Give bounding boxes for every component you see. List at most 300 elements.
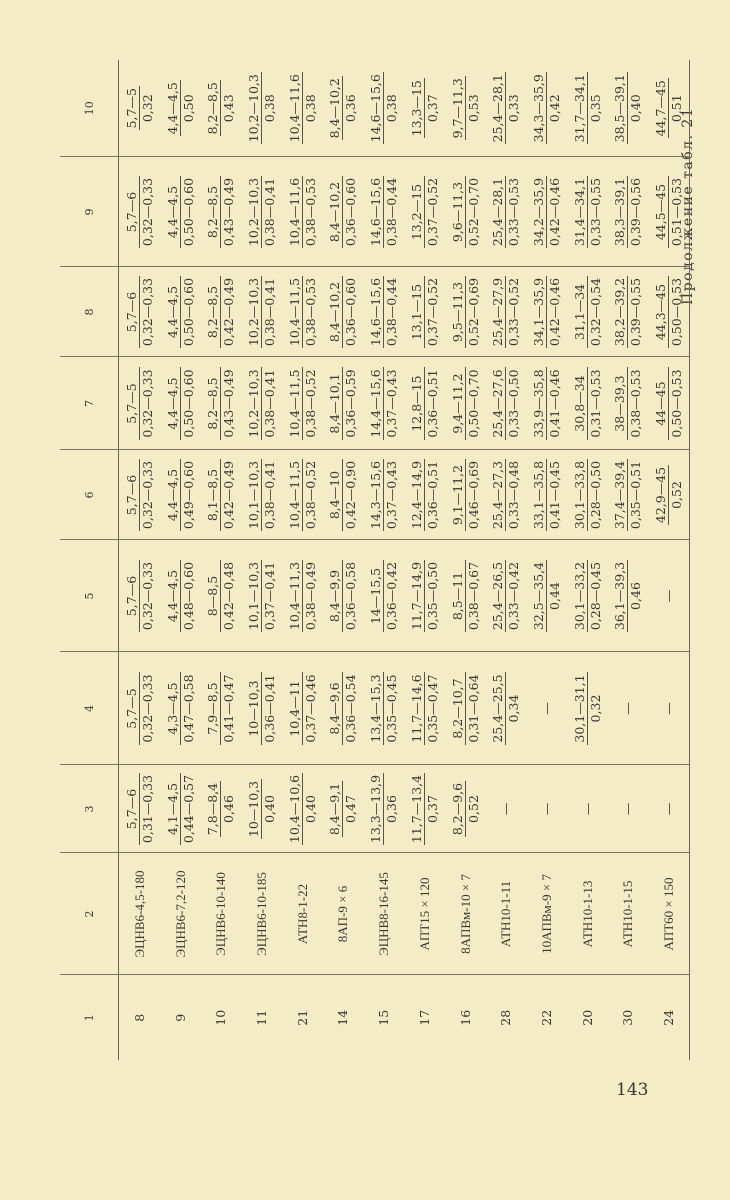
flow-range: 10,1—10,3	[246, 460, 262, 530]
flow-range: 9,1—11,2	[450, 459, 466, 531]
flow-range: 25,4—27,9	[490, 277, 506, 347]
value-cell	[282, 357, 323, 450]
value-cell	[241, 652, 282, 765]
value-cell	[648, 157, 689, 267]
value-fraction	[124, 773, 155, 845]
value-cell	[323, 357, 364, 450]
efficiency-range: 0,51—0,53	[669, 177, 685, 247]
value-cell	[282, 267, 323, 357]
efficiency-range: 0,31—0,64	[465, 674, 481, 743]
flow-range: 8,4—10,2	[327, 276, 343, 348]
value-fraction	[246, 276, 277, 348]
flow-range: 8,2—10,7	[450, 672, 466, 744]
flow-range: 25,4—25,5	[490, 674, 506, 743]
value-fraction	[490, 176, 521, 248]
flow-range: 11,7—14,9	[408, 561, 424, 631]
value-cell	[119, 540, 160, 652]
value-fraction	[327, 560, 358, 632]
value-cell	[323, 157, 364, 267]
value-cell	[201, 267, 242, 357]
efficiency-range: 0,28—0,45	[587, 561, 603, 631]
value-fraction	[490, 560, 521, 632]
value-cell	[363, 157, 404, 267]
table-row	[241, 60, 282, 1060]
row-number: 8	[131, 1013, 147, 1022]
value-cell	[648, 60, 689, 157]
efficiency-range: 0,38—0,52	[302, 460, 318, 530]
value-cell	[485, 357, 526, 450]
row-number: 24	[648, 975, 689, 1060]
value-cell	[119, 267, 160, 357]
value-fraction	[572, 459, 603, 531]
efficiency-range: 0,38—0,67	[465, 561, 481, 631]
flow-range: 30,1—31,1	[571, 674, 587, 743]
efficiency-range: 0,38—0,41	[262, 177, 278, 247]
value-fraction	[124, 672, 155, 744]
efficiency-range: 0,37—0,41	[262, 561, 278, 631]
flow-range: 10,4—10,6	[286, 774, 302, 844]
flow-range: 13,2—15	[409, 176, 425, 248]
value-fraction	[612, 72, 643, 144]
value-cell	[648, 450, 689, 540]
flow-range: 10,4—11,6	[286, 74, 302, 143]
value-cell	[282, 450, 323, 540]
value-fraction	[490, 276, 521, 348]
value-cell	[526, 267, 567, 357]
flow-range: 5,7—5	[124, 367, 140, 439]
pump-model: ЭЦНВ6-10-185	[241, 853, 282, 975]
value-cell: —	[648, 765, 689, 853]
efficiency-range: 0,35—0,51	[628, 460, 644, 530]
value-fraction	[409, 78, 440, 138]
value-fraction	[205, 560, 236, 632]
value-cell	[526, 540, 567, 652]
value-fraction	[165, 773, 196, 845]
value-cell	[241, 157, 282, 267]
efficiency-range: 0,42—0,46	[546, 177, 562, 247]
row-number: 17	[416, 1009, 432, 1026]
row-number: 22	[538, 1009, 554, 1026]
value-cell	[241, 765, 282, 853]
efficiency-range: 0,40	[302, 795, 318, 823]
value-fraction	[531, 176, 562, 248]
value-cell	[526, 450, 567, 540]
efficiency-range: 0,38	[302, 94, 318, 123]
value-cell	[404, 652, 445, 765]
flow-range: 12,4—14,9	[408, 460, 424, 530]
efficiency-range: 0,52—0,70	[465, 177, 481, 247]
efficiency-range: 0,36—0,58	[343, 561, 359, 631]
value-fraction	[287, 176, 318, 248]
efficiency-range: 0,50—0,70	[465, 369, 481, 438]
efficiency-range: 0,35—0,50	[424, 561, 440, 631]
value-fraction	[165, 276, 196, 348]
value-fraction	[612, 560, 643, 632]
value-fraction	[165, 367, 196, 439]
value-cell: —	[648, 652, 689, 765]
value-fraction	[205, 672, 236, 744]
row-number: 10	[213, 1009, 229, 1026]
value-cell	[567, 357, 608, 450]
efficiency-range: 0,38	[262, 94, 278, 123]
value-cell	[526, 60, 567, 157]
flow-range: 31,4—34,1	[571, 177, 587, 247]
efficiency-range: 0,38—0,41	[262, 460, 278, 530]
efficiency-range: 0,36	[384, 795, 400, 823]
table-row	[485, 60, 526, 1060]
value-cell	[160, 540, 201, 652]
flow-range: 14,6—15,6	[368, 277, 384, 347]
value-cell	[282, 540, 323, 652]
value-fraction	[490, 459, 521, 531]
value-cell	[241, 450, 282, 540]
flow-range: 34,2—35,9	[530, 177, 546, 247]
value-fraction	[612, 176, 643, 248]
efficiency-range: 0,32—0,54	[587, 277, 603, 347]
flow-range: 5,7—6	[124, 459, 140, 531]
efficiency-range: 0,38—0,52	[302, 369, 318, 438]
value-fraction	[205, 781, 236, 837]
flow-range: 8,4—9,1	[327, 782, 343, 836]
value-cell	[201, 60, 242, 157]
efficiency-range: 0,37	[424, 94, 440, 123]
flow-range: 31,1—34	[572, 276, 588, 348]
value-cell	[648, 357, 689, 450]
efficiency-range: 0,50—0,53	[669, 277, 685, 347]
efficiency-range: 0,31—0,33	[139, 774, 155, 844]
value-cell	[363, 357, 404, 450]
value-fraction	[531, 276, 562, 348]
pump-model: 10АПВм-9 × 7	[526, 853, 567, 975]
value-cell	[404, 765, 445, 853]
efficiency-range: 0,42—0,48	[221, 561, 237, 631]
value-fraction	[287, 672, 318, 744]
value-cell	[119, 357, 160, 450]
rotated-table-container	[60, 60, 690, 1060]
efficiency-range: 0,32—0,33	[139, 177, 155, 247]
flow-range: 32,5—35,4	[530, 561, 546, 631]
flow-range: 10,4—11	[287, 672, 303, 744]
value-fraction	[327, 672, 358, 744]
flow-range: 44,5—45	[653, 176, 669, 248]
page-number: 143	[616, 1080, 649, 1100]
flow-range: 8,4—10	[327, 459, 343, 531]
value-fraction	[205, 80, 236, 136]
efficiency-range: 0,36—0,41	[262, 674, 278, 743]
row-number: 16	[457, 1009, 473, 1026]
value-cell	[485, 60, 526, 157]
flow-range: 14,6—15,6	[368, 74, 384, 143]
value-cell	[160, 60, 201, 157]
flow-range: 9,5—11,3	[450, 276, 466, 348]
efficiency-range: 0,36—0,51	[424, 460, 440, 530]
flow-range: 5,7—6	[124, 176, 140, 248]
flow-range: 25,4—26,5	[490, 561, 506, 631]
value-cell	[445, 652, 486, 765]
value-cell	[241, 267, 282, 357]
pump-model: ЭЦНВ6-4,5-180	[119, 853, 160, 975]
efficiency-range: 0,42—0,46	[546, 277, 562, 347]
flow-range: 4,4—4,5	[164, 82, 180, 135]
efficiency-range: 0,47	[343, 795, 359, 823]
value-fraction	[124, 367, 155, 439]
table-row	[363, 60, 404, 1060]
flow-range: 30,1—33,8	[571, 460, 587, 530]
efficiency-range: 0,37—0,43	[384, 369, 400, 438]
value-cell	[567, 157, 608, 267]
efficiency-range: 0,36—0,54	[343, 674, 359, 743]
efficiency-range: 0,38—0,53	[628, 369, 644, 438]
efficiency-range: 0,38—0,53	[302, 277, 318, 347]
value-cell	[282, 157, 323, 267]
flow-range: 33,9—35,8	[530, 369, 546, 438]
value-fraction	[450, 367, 481, 439]
value-cell	[445, 765, 486, 853]
pump-model: АТН10-1-15	[607, 853, 648, 975]
efficiency-range: 0,41—0,46	[546, 369, 562, 438]
table-row	[201, 60, 242, 1060]
value-fraction	[450, 672, 481, 744]
value-cell	[445, 357, 486, 450]
flow-range: 10—10,3	[246, 672, 262, 744]
efficiency-range: 0,41—0,47	[221, 674, 237, 743]
efficiency-range: 0,38	[384, 94, 400, 123]
pump-model: АПТ15 × 120	[404, 853, 445, 975]
pump-model: ЭЦНВ8-16-145	[363, 853, 404, 975]
value-cell	[160, 357, 201, 450]
flow-range: 10,2—10,3	[246, 74, 262, 143]
efficiency-range: 0,50—0,60	[180, 277, 196, 347]
flow-range: 9,6—11,3	[450, 176, 466, 248]
flow-range: 4,4—4,5	[165, 459, 181, 531]
flow-range: 25,4—28,1	[490, 74, 506, 143]
efficiency-range: 0,50	[180, 94, 196, 123]
value-fraction	[531, 72, 562, 144]
value-fraction	[612, 367, 643, 439]
value-cell	[648, 267, 689, 357]
efficiency-range: 0,32—0,33	[139, 460, 155, 530]
flow-range: 8,5—11	[450, 560, 466, 632]
flow-range: 14—15,5	[368, 560, 384, 632]
value-fraction	[287, 367, 318, 439]
value-cell	[201, 450, 242, 540]
efficiency-range: 0,42	[546, 94, 562, 123]
efficiency-range: 0,38—0,49	[302, 561, 318, 631]
flow-range: 5,7—6	[124, 773, 140, 845]
flow-range: 37,4—39,4	[612, 460, 628, 530]
flow-range: 25,4—28,1	[490, 177, 506, 247]
value-fraction	[246, 672, 277, 744]
flow-range: 42,9—45	[653, 466, 669, 524]
efficiency-range: 0,51	[669, 94, 685, 123]
value-cell	[445, 540, 486, 652]
flow-range: 14,3—15,6	[368, 460, 384, 530]
value-fraction	[246, 779, 277, 839]
flow-range: 10,2—10,3	[246, 177, 262, 247]
flow-range: 11,7—14,6	[408, 674, 424, 743]
flow-range: 4,4—4,5	[165, 560, 181, 632]
efficiency-range: 0,37—0,52	[424, 177, 440, 247]
value-fraction	[572, 560, 603, 632]
flow-range: 8—8,5	[205, 560, 221, 632]
row-number: 21	[294, 1009, 310, 1026]
flow-range: 25,4—27,6	[490, 369, 506, 438]
value-cell	[485, 450, 526, 540]
row-number: 11	[254, 1009, 270, 1026]
row-number: 15	[376, 1009, 392, 1026]
efficiency-range: 0,46	[628, 582, 644, 610]
efficiency-range: 0,37—0,52	[424, 277, 440, 347]
efficiency-range: 0,42—0,90	[343, 460, 359, 530]
value-cell	[241, 540, 282, 652]
value-cell	[607, 157, 648, 267]
pump-model: ЭЦНВ6-10-140	[201, 853, 242, 975]
column-number-10: 10	[60, 60, 119, 157]
value-fraction	[450, 176, 481, 248]
value-cell	[485, 157, 526, 267]
efficiency-range: 0,38—0,44	[384, 177, 400, 247]
efficiency-range: 0,38—0,41	[262, 369, 278, 438]
value-fraction	[531, 459, 562, 531]
value-fraction	[124, 560, 155, 632]
value-fraction	[490, 672, 521, 744]
column-number-3: 3	[60, 765, 119, 853]
efficiency-range: 0,42—0,49	[221, 277, 237, 347]
flow-range: 38,2—39,2	[612, 277, 628, 347]
table-row	[323, 60, 364, 1060]
value-cell	[160, 157, 201, 267]
flow-range: 34,3—35,9	[530, 74, 546, 143]
value-cell: —	[607, 652, 648, 765]
value-cell	[485, 540, 526, 652]
efficiency-range: 0,28—0,50	[587, 460, 603, 530]
efficiency-range: 0,33—0,42	[506, 561, 522, 631]
value-cell	[363, 540, 404, 652]
value-fraction	[653, 465, 684, 525]
table-row	[607, 60, 648, 1060]
flow-range: 10,4—11,6	[286, 177, 302, 247]
flow-range: 8,4—10,2	[327, 78, 343, 139]
flow-range: 31,7—34,1	[571, 74, 587, 143]
value-cell	[119, 450, 160, 540]
efficiency-range: 0,52	[669, 481, 685, 509]
flow-range: 8,2—8,5	[205, 176, 221, 248]
flow-range: 34,1—35,9	[530, 277, 546, 347]
efficiency-range: 0,32—0,33	[139, 561, 155, 631]
table-row	[282, 60, 323, 1060]
value-fraction	[653, 276, 684, 348]
flow-range: 8,4—9,9	[327, 560, 343, 632]
value-cell	[363, 765, 404, 853]
flow-range: 8,2—8,5	[205, 367, 221, 439]
value-fraction	[368, 276, 399, 348]
efficiency-range: 0,32—0,33	[139, 369, 155, 438]
flow-range: 11,7—13,4	[408, 774, 424, 844]
flow-range: 14,6—15,6	[368, 177, 384, 247]
value-cell	[160, 450, 201, 540]
value-cell	[323, 60, 364, 157]
value-cell	[607, 540, 648, 652]
value-fraction	[653, 176, 684, 248]
flow-range: 13,3—13,9	[368, 774, 384, 844]
efficiency-range: 0,40	[628, 94, 644, 123]
value-cell	[119, 652, 160, 765]
value-cell	[445, 157, 486, 267]
flow-range: 38,5—39,1	[612, 74, 628, 143]
value-cell: —	[526, 652, 567, 765]
value-fraction	[531, 367, 562, 439]
flow-range: 10,2—10,3	[246, 277, 262, 347]
flow-range: 10,4—11,5	[286, 369, 302, 438]
efficiency-range: 0,43	[221, 94, 237, 123]
value-fraction	[409, 773, 440, 845]
value-fraction	[165, 176, 196, 248]
value-fraction	[327, 781, 358, 837]
value-fraction	[450, 459, 481, 531]
value-cell: —	[485, 765, 526, 853]
efficiency-range: 0,36—0,60	[343, 277, 359, 347]
value-fraction	[450, 781, 481, 837]
table-row	[160, 60, 201, 1060]
flow-range: 5,7—6	[124, 276, 140, 348]
efficiency-range: 0,31—0,53	[587, 369, 603, 438]
value-cell	[445, 450, 486, 540]
flow-range: 4,4—4,5	[165, 176, 181, 248]
value-cell: —	[567, 765, 608, 853]
value-cell	[363, 652, 404, 765]
flow-range: 10,2—10,3	[246, 369, 262, 438]
value-cell	[485, 267, 526, 357]
flow-range: 44,7—45	[653, 80, 669, 137]
efficiency-range: 0,37—0,43	[384, 460, 400, 530]
value-fraction	[409, 176, 440, 248]
value-cell	[567, 540, 608, 652]
value-fraction	[205, 367, 236, 439]
value-cell	[526, 357, 567, 450]
table-row	[567, 60, 608, 1060]
value-cell	[282, 652, 323, 765]
efficiency-range: 0,49—0,60	[180, 460, 196, 530]
value-cell	[445, 60, 486, 157]
column-number-7: 7	[60, 357, 119, 450]
flow-range: 10,4—11,3	[286, 561, 302, 631]
efficiency-range: 0,36—0,60	[343, 177, 359, 247]
table-caption: Продолжение табл. 21	[680, 106, 696, 305]
flow-range: 12,8—15	[409, 367, 425, 439]
efficiency-range: 0,34	[506, 694, 522, 723]
value-fraction	[409, 276, 440, 348]
value-fraction	[490, 72, 521, 144]
value-cell	[160, 652, 201, 765]
value-fraction	[205, 459, 236, 531]
value-fraction	[490, 367, 521, 439]
value-fraction	[612, 276, 643, 348]
value-fraction	[572, 367, 603, 439]
value-fraction	[368, 176, 399, 248]
pump-model: АТН10-1-13	[567, 853, 608, 975]
column-number-9: 9	[60, 157, 119, 267]
flow-range: 13,1—15	[409, 276, 425, 348]
value-cell	[160, 765, 201, 853]
value-cell	[241, 357, 282, 450]
value-cell: —	[648, 540, 689, 652]
flow-range: 44,3—45	[653, 276, 669, 348]
column-number-4: 4	[60, 652, 119, 765]
value-cell	[607, 357, 648, 450]
pump-model: АПТ60 × 150	[648, 853, 689, 975]
row-number: 30	[620, 1009, 636, 1026]
value-fraction	[165, 560, 196, 632]
